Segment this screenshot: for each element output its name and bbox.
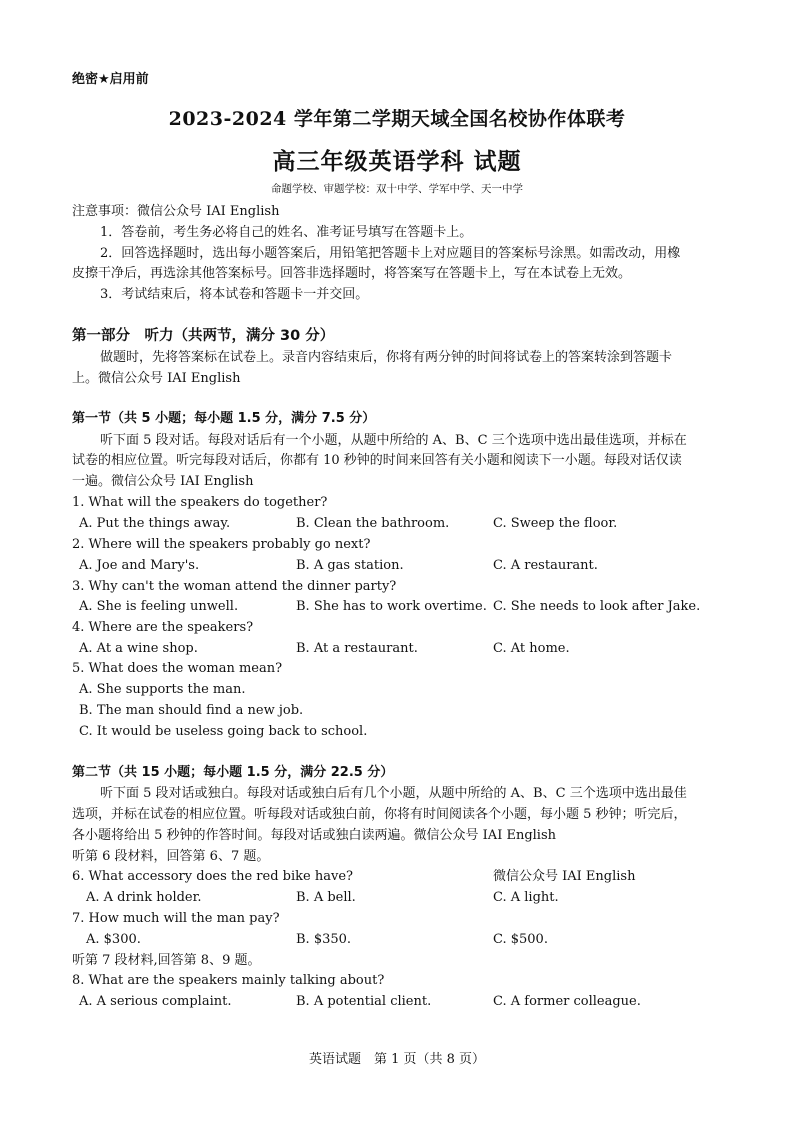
option-b: B. Clean the bathroom. (296, 516, 450, 531)
wechat-note: 微信公众号 IAI English (493, 869, 636, 884)
page-footer: 英语试题 第 1 页（共 8 页） (308, 1052, 486, 1067)
option-b: B. A potential client. (296, 994, 432, 1009)
note-item: 2．回答选择题时，选出每小题答案后，用铅笔把答题卡上对应题目的答案标号涂黑。如需改动，用橡 (100, 246, 681, 261)
question-stem: 8. What are the speakers mainly talking about? (72, 973, 385, 988)
note-item: 1．答卷前，考生务必将自己的姓名、准考证号填写在答题卡上。 (100, 225, 473, 240)
question-stem: 2. Where will the speakers probably go next? (72, 537, 371, 552)
exam-title: 2023-2024 学年第二学期天域全国名校协作体联考 (168, 108, 626, 130)
option-b: B. She has to work overtime. (296, 599, 487, 614)
option-b: B. A gas station. (296, 558, 404, 573)
notes-heading: 注意事项：微信公众号 IAI English (72, 204, 280, 219)
option-a: A. She is feeling unwell. (79, 599, 239, 614)
schools-line: 命题学校、审题学校：双十中学、学军中学、天一中学 (271, 183, 523, 195)
secret-label: 绝密★启用前 (72, 72, 149, 87)
question-stem: 5. What does the woman mean? (72, 661, 283, 676)
option-a: A. Joe and Mary's. (79, 558, 200, 573)
question-stem: 1. What will the speakers do together? (72, 495, 328, 510)
section2-heading: 第二节（共 15 小题；每小题 1.5 分，满分 22.5 分） (72, 765, 394, 780)
option-a: A. $300. (86, 932, 141, 947)
question-stem: 4. Where are the speakers? (72, 620, 254, 635)
option-b: B. The man should find a new job. (79, 703, 304, 718)
section1-intro: 试卷的相应位置。听完每段对话后，你都有 10 秒钟的时间来回答有关小题和阅读下一小题。每段对话仅读 (72, 453, 682, 468)
section1-intro: 一遍。微信公众号 IAI English (72, 474, 254, 489)
option-c: C. Sweep the floor. (493, 516, 618, 531)
material-instruction: 听第 6 段材料，回答第 6、7 题。 (72, 849, 270, 864)
question-stem: 6. What accessory does the red bike have? (72, 869, 353, 884)
paper-title: 高三年级英语学科 试题 (272, 148, 522, 175)
note-item: 皮擦干净后，再选涂其他答案标号。回答非选择题时，将答案写在答题卡上，写在本试卷上无效。 (72, 266, 632, 281)
section2-intro: 各小题将给出 5 秒钟的作答时间。每段对话或独白读两遍。微信公众号 IAI English (72, 828, 557, 843)
material-instruction: 听第 7 段材料,回答第 8、9 题。 (72, 953, 261, 968)
option-a: A. Put the things away. (79, 516, 231, 531)
section2-intro: 选项，并标在试卷的相应位置。听每段对话或独白前，你将有时间阅读各个小题，每小题 5 秒钟；听完后， (72, 807, 687, 822)
option-b: B. $350. (296, 932, 352, 947)
question-stem: 7. How much will the man pay? (72, 911, 280, 926)
part1-intro: 上。微信公众号 IAI English (72, 371, 241, 386)
option-a: A. At a wine shop. (79, 641, 198, 656)
option-c: C. A former colleague. (493, 994, 641, 1009)
option-c: C. She needs to look after Jake. (493, 599, 701, 614)
option-c: C. $500. (493, 932, 548, 947)
part1-heading: 第一部分 听力（共两节，满分 30 分） (72, 328, 335, 344)
option-a: A. She supports the man. (79, 682, 246, 697)
note-item: 3．考试结束后，将本试卷和答题卡一并交回。 (100, 287, 369, 302)
option-c: C. A light. (493, 890, 559, 905)
option-c: C. A restaurant. (493, 558, 598, 573)
option-b: B. At a restaurant. (296, 641, 418, 656)
option-a: A. A serious complaint. (79, 994, 232, 1009)
option-a: A. A drink holder. (86, 890, 202, 905)
section1-intro: 听下面 5 段对话。每段对话后有一个小题，从题中所给的 A、B、C 三个选项中选出最佳选项，并标在 (100, 433, 687, 448)
option-c: C. At home. (493, 641, 570, 656)
option-b: B. A bell. (296, 890, 356, 905)
part1-intro: 做题时，先将答案标在试卷上。录音内容结束后，你将有两分钟的时间将试卷上的答案转涂到答题卡 (100, 350, 673, 365)
section2-intro: 听下面 5 段对话或独白。每段对话或独白后有几个小题，从题中所给的 A、B、C 三个选项中选出最佳 (100, 786, 687, 801)
section1-heading: 第一节（共 5 小题；每小题 1.5 分，满分 7.5 分） (72, 411, 376, 426)
question-stem: 3. Why can't the woman attend the dinner party? (72, 579, 397, 594)
option-c: C. It would be useless going back to school. (79, 724, 368, 739)
